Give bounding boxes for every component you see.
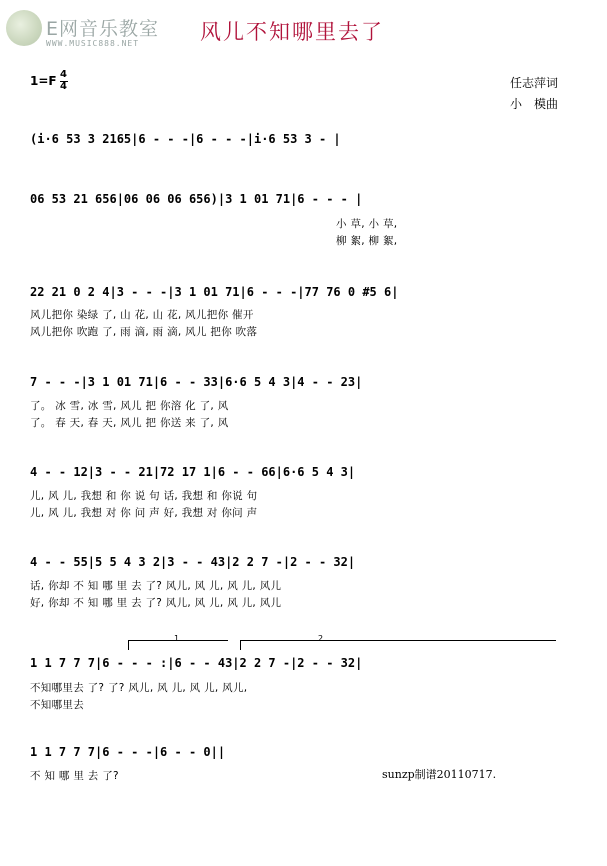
- second-ending-tick: [240, 640, 241, 650]
- lyric-line-4-verse-2: 了。 春 天, 春 天, 风儿 把 你送 来 了, 风: [30, 417, 229, 429]
- lyric-line-3-verse-1: 风儿把你 染绿 了, 山 花, 山 花, 风儿把你 催开: [30, 309, 254, 321]
- lyricist-credit: 任志萍词: [510, 76, 559, 90]
- lyric-line-6-verse-2: 好, 你却 不 知 哪 里 去 了? 风儿, 风 儿, 风 儿, 风儿: [30, 597, 282, 609]
- lyric-line-2-verse-2: 柳 絮, 柳 絮,: [336, 235, 398, 247]
- lyric-line-5-verse-2: 儿, 风 儿, 我想 对 你 问 声 好, 我想 对 你问 声: [30, 507, 258, 519]
- first-ending-number: 1: [174, 634, 180, 643]
- notation-line-1: (i·6 53 3 2165|6 - - -|6 - - -|i·6 53 3 - |: [30, 132, 341, 146]
- notation-line-2: 06 53 21 656|06 06 06 656)|3 1 01 71|6 - - - |: [30, 192, 363, 206]
- notation-line-5: 4 - - 12|3 - - 21|72 17 1|6 - - 66|6·6 5 4 3|: [30, 465, 356, 479]
- lyric-line-2-verse-1: 小 草, 小 草,: [336, 218, 398, 230]
- second-ending-bracket: [240, 640, 556, 641]
- key-signature: 1=F: [30, 74, 57, 88]
- composer-credit: 小 模曲: [510, 97, 559, 111]
- notation-line-4: 7 - - -|3 1 01 71|6 - - 33|6·6 5 4 3|4 - - 23|: [30, 375, 363, 389]
- lyric-line-6-verse-1: 话, 你却 不 知 哪 里 去 了? 风儿, 风 儿, 风 儿, 风儿: [30, 580, 282, 592]
- site-url: WWW.MUSIC888.NET: [46, 39, 140, 48]
- first-ending-tick: [128, 640, 129, 650]
- second-ending-number: 2: [318, 634, 324, 643]
- lyric-line-5-verse-1: 儿, 风 儿, 我想 和 你 说 句 话, 我想 和 你说 句: [30, 490, 258, 502]
- notation-line-3: 22 21 0 2 4|3 - - -|3 1 01 71|6 - - -|77 76 0 #5 6|: [30, 285, 399, 299]
- site-name: E网音乐教室: [46, 18, 160, 40]
- site-logo-icon: [6, 10, 42, 46]
- notation-line-7: 1 1 7 7 7|6 - - - :|6 - - 43|2 2 7 -|2 - - 32|: [30, 656, 363, 670]
- notation-line-6: 4 - - 55|5 5 4 3 2|3 - - 43|2 2 7 -|2 - - 32|: [30, 555, 356, 569]
- notation-line-8: 1 1 7 7 7|6 - - -|6 - - 0||: [30, 745, 226, 759]
- time-denominator: 4: [60, 81, 67, 92]
- time-numerator: 4: [60, 69, 67, 80]
- lyric-line-4-verse-1: 了。 冰 雪, 冰 雪, 风儿 把 你溶 化 了, 风: [30, 400, 229, 412]
- lyric-line-3-verse-2: 风儿把你 吹跑 了, 雨 滴, 雨 滴, 风儿 把你 吹落: [30, 326, 258, 338]
- song-title: 风儿不知哪里去了: [200, 20, 384, 44]
- lyric-line-7-verse-2: 不知哪里去: [30, 699, 84, 711]
- transcriber-credit: sunzp制谱20110717.: [382, 768, 497, 781]
- lyric-line-7-verse-1: 不知哪里去 了? 了? 风儿, 风 儿, 风 儿, 风儿,: [30, 682, 248, 694]
- lyric-line-8-verse-1: 不 知 哪 里 去 了?: [30, 770, 119, 782]
